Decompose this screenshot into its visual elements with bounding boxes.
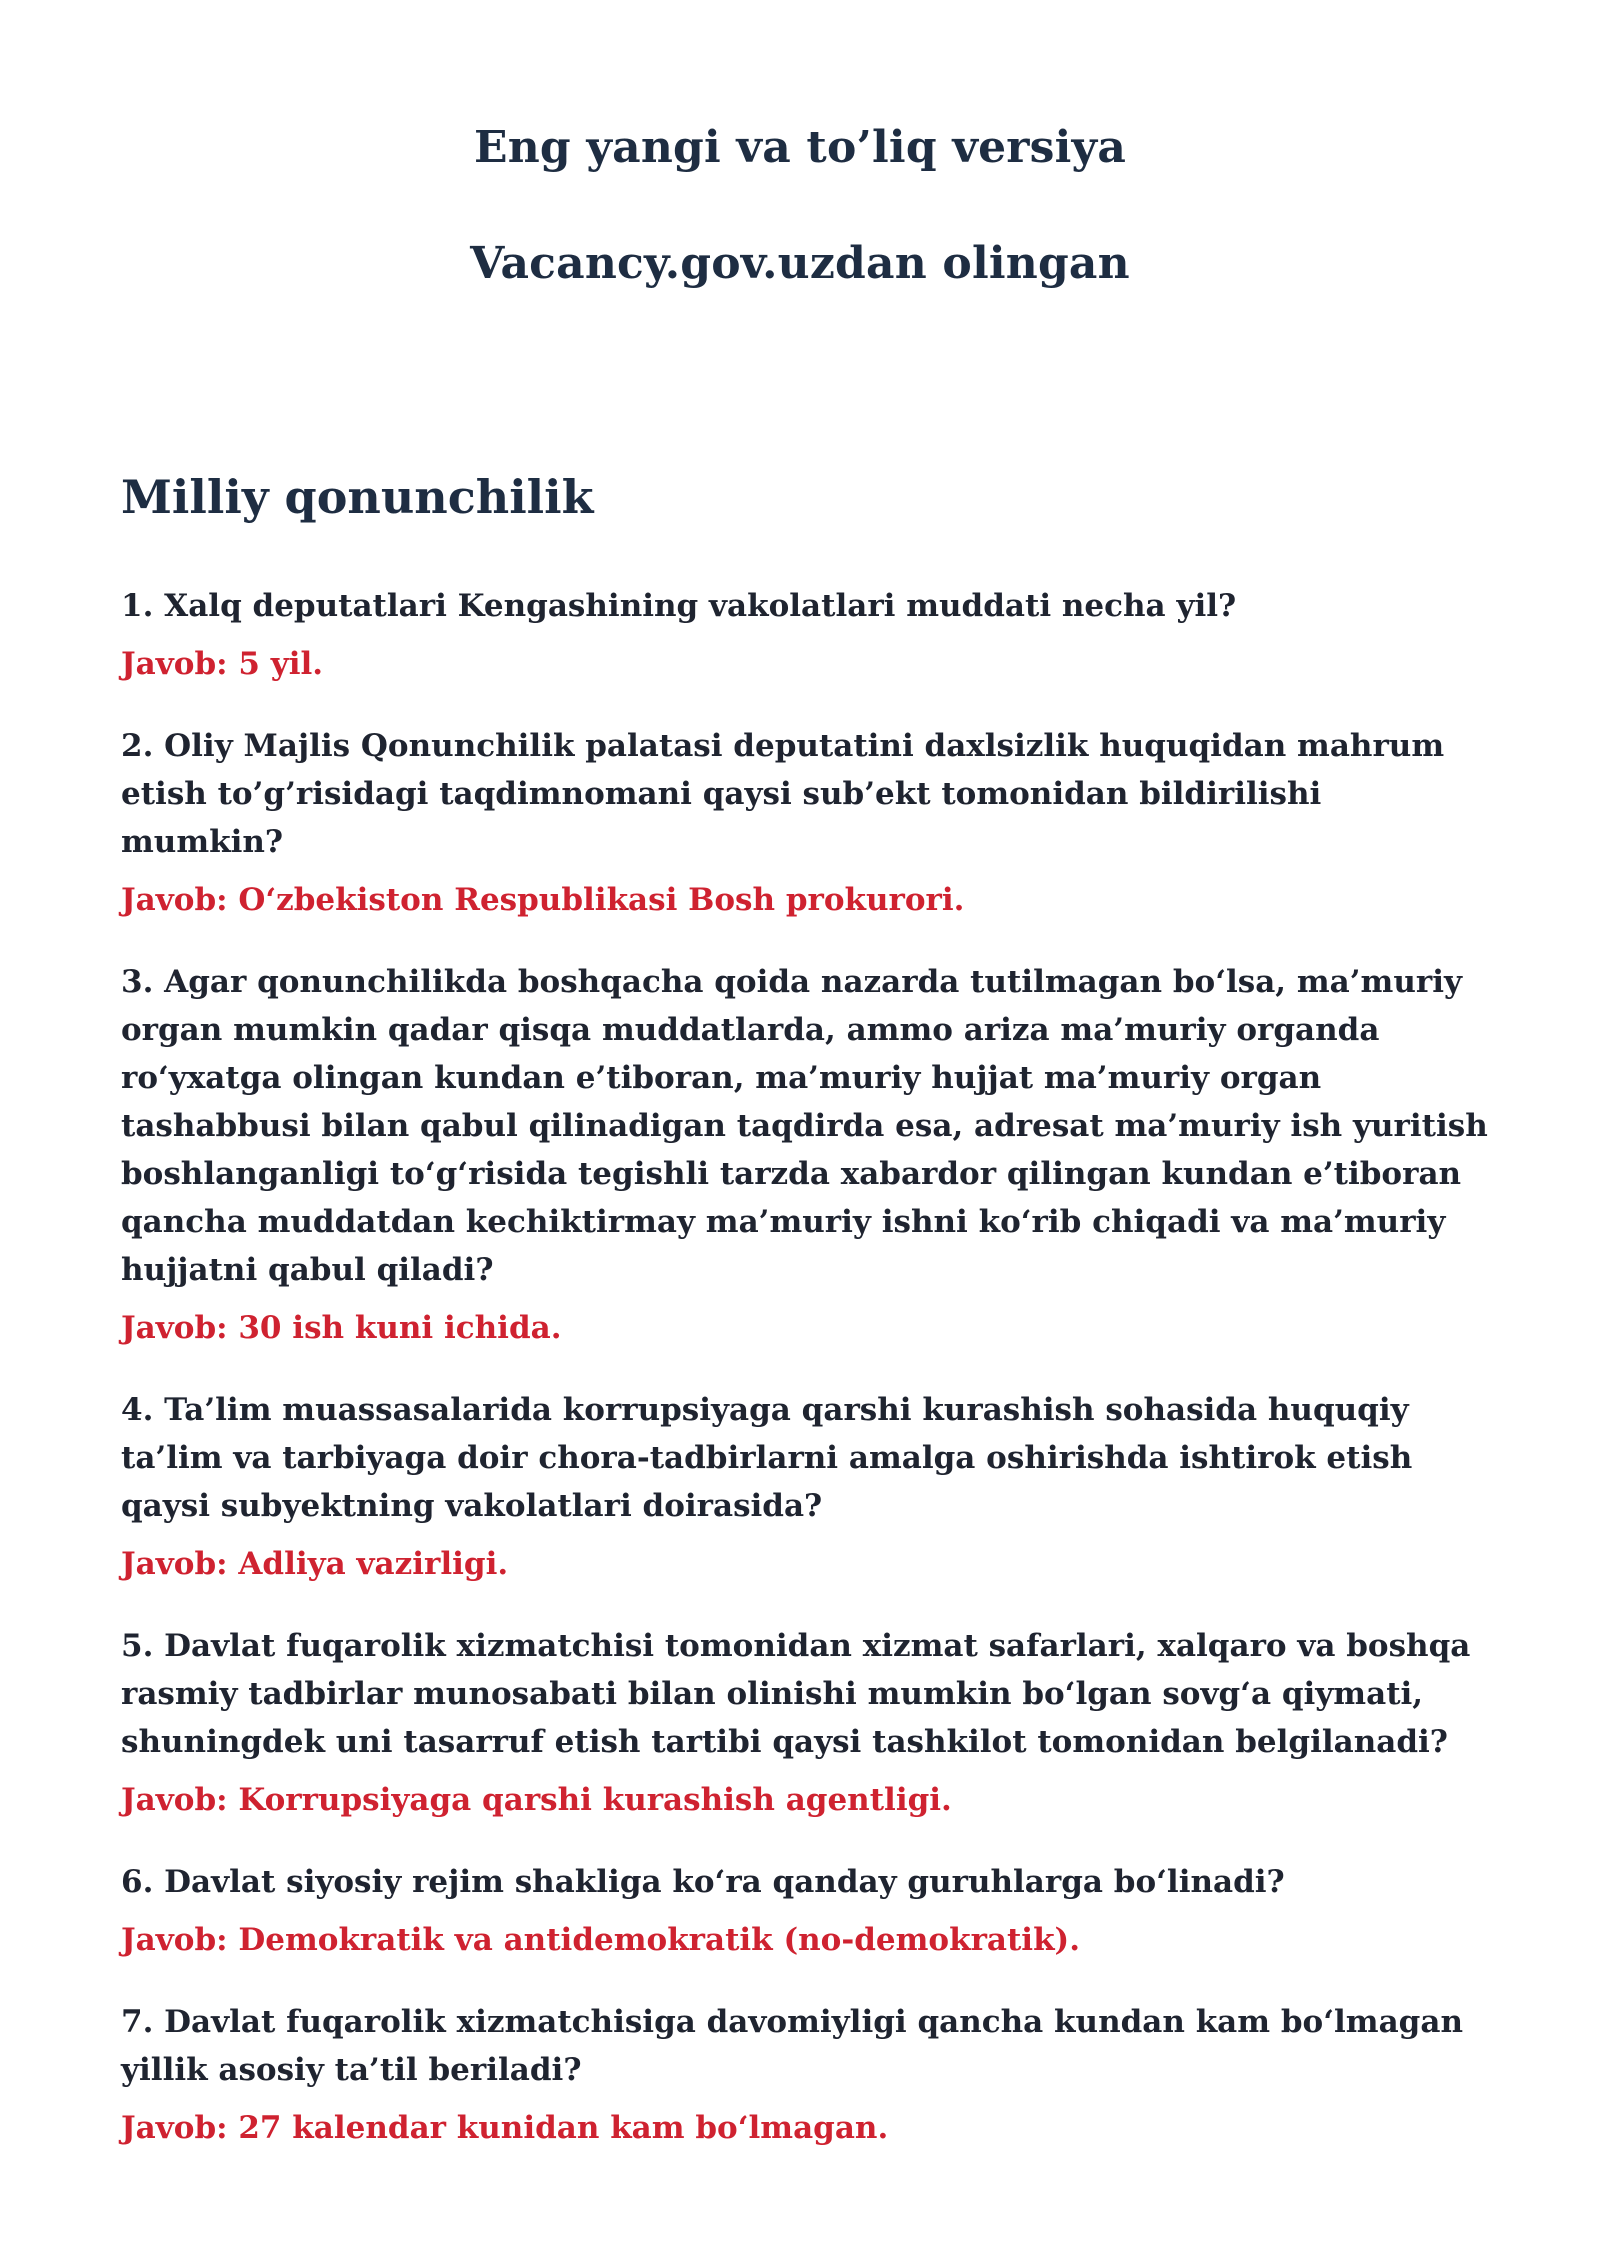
document-subtitle: Vacancy.gov.uzdan olingan [470, 238, 1130, 289]
question-1: 1. Xalq deputatlari Kengashining vakolatlari muddati necha yil? [121, 588, 1237, 624]
answer-2: Javob: O‘zbekiston Respublikasi Bosh prokurori. [121, 882, 965, 918]
qa-item-1 [121, 582, 1491, 688]
answer-6: Javob: Demokratik va antidemokratik (no-demokratik). [121, 1922, 1081, 1958]
question-4: 4. Ta’lim muassasalarida korrupsiyaga qarshi kurashish sohasida huquqiy ta’lim va tarbiyaga doir chora-tadbirlarni amalga oshirishda ishtirok etish qaysi subyektning vakolatlari doirasida? [121, 1392, 1413, 1524]
section-title: Milliy qonunchilik [121, 470, 594, 524]
qa-item-2 [121, 722, 1491, 924]
question-7: 7. Davlat fuqarolik xizmatchisiga davomiyligi qancha kundan kam bo‘lmagan yillik asosiy ta’til beriladi? [121, 2004, 1463, 2088]
qa-item-7 [121, 1998, 1491, 2152]
qa-item-5 [121, 1622, 1491, 1824]
answer-5: Javob: Korrupsiyaga qarshi kurashish agentligi. [121, 1782, 952, 1818]
answer-3: Javob: 30 ish kuni ichida. [121, 1310, 562, 1346]
question-6: 6. Davlat siyosiy rejim shakliga ko‘ra qanday guruhlarga bo‘linadi? [121, 1864, 1285, 1900]
answer-1: Javob: 5 yil. [121, 646, 324, 682]
document-title: Eng yangi va to’liq versiya [473, 122, 1127, 173]
question-5: 5. Davlat fuqarolik xizmatchisi tomonidan xizmat safarlari, xalqaro va boshqa rasmiy tadbirlar munosabati bilan olinishi mumkin bo‘lgan sovg‘a qiymati, shuningdek uni tasarruf etish tartibi qaysi tashkilot tomonidan belgilanadi? [121, 1628, 1471, 1760]
answer-4: Javob: Adliya vazirligi. [121, 1546, 509, 1582]
qa-item-4 [121, 1386, 1491, 1588]
question-3: 3. Agar qonunchilikda boshqacha qoida nazarda tutilmagan bo‘lsa, ma’muriy organ mumkin qadar qisqa muddatlarda, ammo ariza ma’muriy organda ro‘yxatga olingan kundan e’tiboran, ma’muriy hujjat ma’muriy organ tashabbusi bilan qabul qilinadigan taqdirda esa, adresat ma’muriy ish yuritish boshlanganligi to‘g‘risida tegishli tarzda xabardor qilingan kundan e’tiboran qancha muddatdan kechiktirmay ma’muriy ishni ko‘rib chiqadi va ma’muriy hujjatni qabul qiladi? [121, 964, 1488, 1288]
qa-item-3 [121, 958, 1491, 1352]
qa-item-6 [121, 1858, 1491, 1964]
qa-list [121, 582, 1491, 2186]
question-2: 2. Oliy Majlis Qonunchilik palatasi deputatini daxlsizlik huquqidan mahrum etish to’g’risidagi taqdimnomani qaysi sub’ekt tomonidan bildirilishi mumkin? [121, 728, 1445, 860]
answer-7: Javob: 27 kalendar kunidan kam bo‘lmagan. [121, 2110, 889, 2146]
